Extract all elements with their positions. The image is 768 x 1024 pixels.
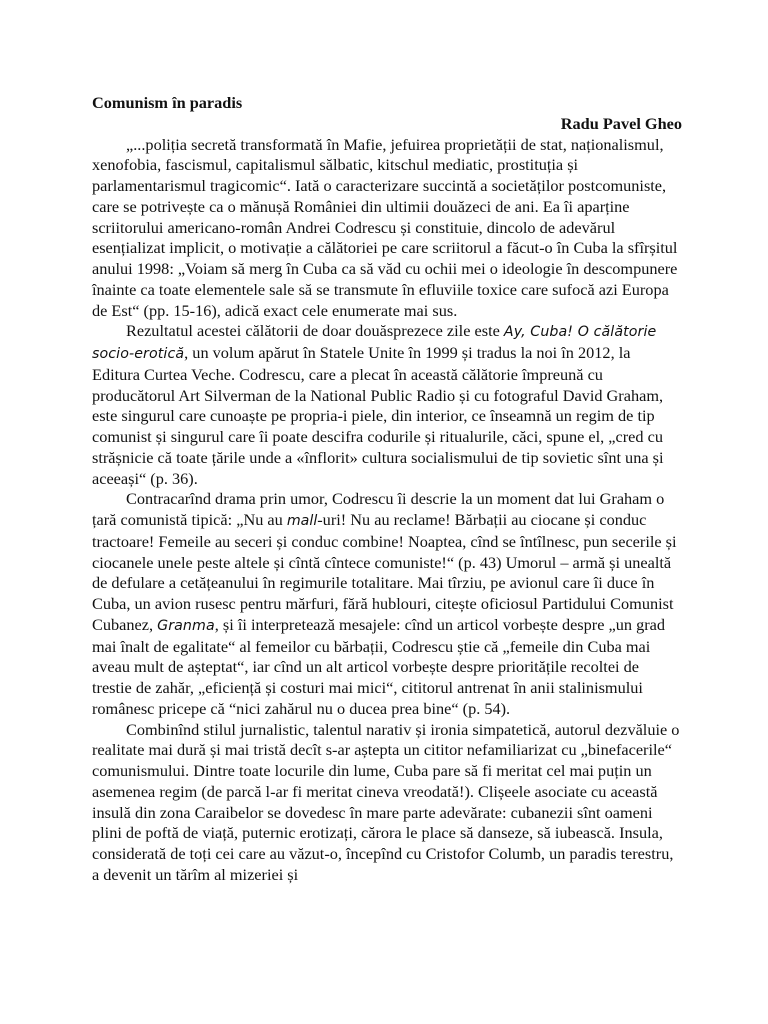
document-page [92, 93, 682, 886]
paragraph-text: , și îi interpretează mesajele: cînd un articol vorbește despre „un grad mai înalt de egalitate“ al femeilor cu bărbații, Codrescu știe că „femeile din Cuba mai aveau mult de așteptat“, iar cînd un alt articol vorbește despre prioritățile recoltei de trestie de zahăr, „eficiență și costuri mai mici“, cititorul antrenat în anii stalinismului românesc pricepe că “nici zahărul nu o ducea prea bine“ (p. 54). [92, 614, 666, 718]
italic-word-mall: mall [286, 513, 318, 529]
paragraph-text: Contracarînd drama prin umor, Codrescu îi descrie la un moment dat lui Graham o țară comunistă tipică: „Nu au [92, 489, 665, 529]
paragraph-text: „...poliția secretă transformată în Mafie, jefuirea proprietății de stat, naționalismul, xenofobia, fascismul, capitalismul sălbatic, kitschul mediatic, prostituția și parlamentarismul tragicomic“. Iată o caracterizare succintă a societăților postcomuniste, care se potrivește ca o mănușă României din ultimii douăzeci de ani. Ea îi aparține scriitorului americano-român Andrei Codrescu și constituie, dincolo de adevărul esențializat implicit, o motivație a călătoriei pe care scriitorul a făcut-o în Cuba la sfîrșitul anului 1998: „Voiam să merg în Cuba ca să văd cu ochii mei o ideologie în descompunere înainte ca toate elementele sale să se transmute în efluviile toxice care sufocă azi Europa de Est“ (pp. 15-16), adică exact cele enumerate mai sus. [92, 134, 678, 320]
paragraph-text: Rezultatul acestei călătorii de doar douăsprezece zile este [126, 321, 504, 341]
book-title-italic: Ay, Cuba! O călătorie socio-erotică [92, 324, 657, 362]
paragraph-text: -uri! Nu au reclame! Bărbații au ciocane și conduc tractoare! Femeile au seceri și conduc combine! Noaptea, cînd se întîlnesc, pun secerile și ciocanele unele peste altele și cîntă cîntece comuniste!“ (p. 43) Umorul – armă și unealtă de defulare a cetățeanului în regimurile totalitare. Mai tîrziu, pe avionul care îi duce în Cuba, un avion rusesc pentru mărfuri, fără hublouri, citește oficiosul Partidului Comunist Cubanez, [92, 510, 677, 634]
paragraph-text: , un volum apărut în Statele Unite în 1999 și tradus la noi în 2012, la Editura Curtea Veche. Codrescu, care a plecat în această călătorie împreună cu producătorul Art Silverman de la National Public Radio și cu fotograful David Graham, este singurul care cunoaște pe propria-i piele, din interior, ce înseamnă un regim de tip comunist și singurul care îi poate descifra codurile și ritualurile, căci, spune el, „cred cu strășnicie că toate țările unde a «înflorit» cultura socialismului de tip sovietic sînt una și aceeași“ (p. 36). [92, 343, 664, 488]
paragraph-1 [92, 135, 682, 322]
newspaper-title-italic: Granma [157, 617, 215, 634]
article-title: Comunism în paradis [92, 93, 243, 112]
paragraph-text: Combinînd stilul jurnalistic, talentul narativ și ironia simpatetică, autorul dezvăluie o realitate mai dură și mai tristă decît s-ar aștepta un cititor nefamiliarizat cu „binefacerile“ comunismului. Dintre toate locurile din lume, Cuba pare să fi meritat cel mai puțin un asemenea regim (de parcă l-ar fi meritat cineva vreodată!). Clișeele asociate cu această insulă din zona Caraibelor se dovedesc în mare parte adevărate: cubanezii sînt oameni plini de poftă de viață, puternic erotizați, cărora le place să danseze, să iubească. Insula, considerată de toți cei care au văzut-o, începînd cu Cristofor Columb, un paradis terestru, a devenit un tărîm al mizeriei și [92, 719, 680, 884]
paragraph-3 [92, 489, 682, 719]
paragraph-4 [92, 720, 682, 886]
paragraph-2 [92, 321, 682, 489]
article-author: Radu Pavel Gheo [560, 113, 682, 133]
